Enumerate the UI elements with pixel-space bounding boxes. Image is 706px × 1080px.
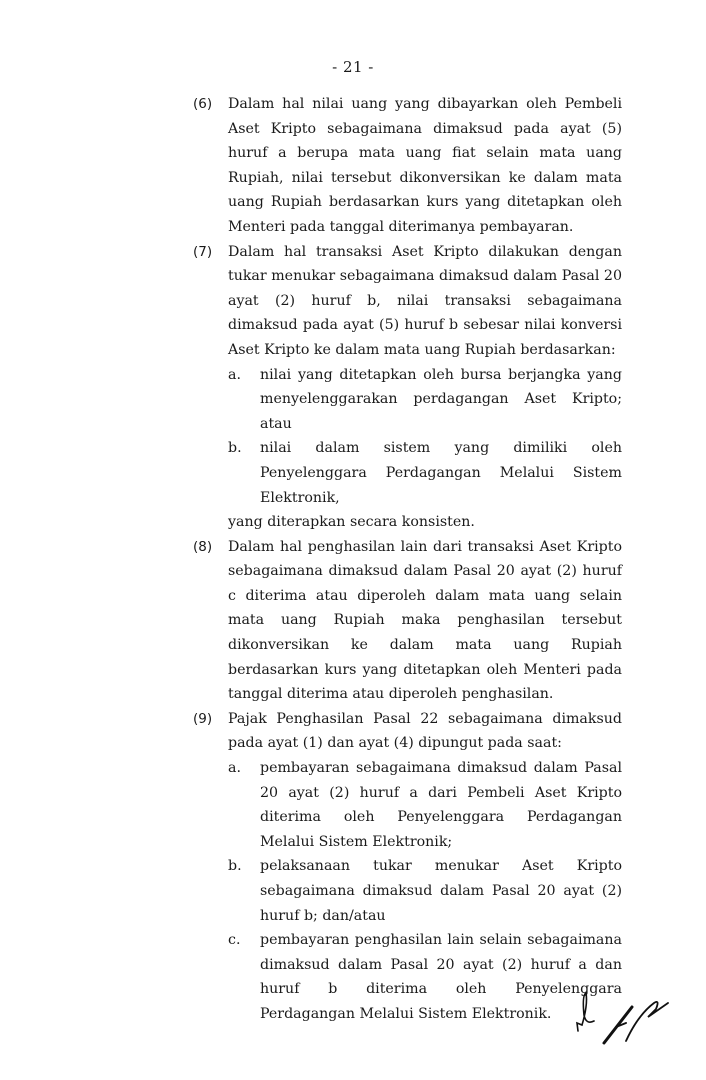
paragraph-7 xyxy=(193,240,622,535)
item-letter: b. xyxy=(228,858,242,875)
item-letter: b. xyxy=(228,440,242,457)
list-item xyxy=(228,436,622,510)
list-item xyxy=(228,854,622,928)
item-text: pembayaran sebagaimana dimaksud dalam Pasal 20 ayat (2) huruf a dari Pembeli Aset Kripto diterima oleh Penyelenggara Perdagangan Melalui Sistem Elektronik; xyxy=(260,760,622,850)
paragraph-tail: yang diterapkan secara konsisten. xyxy=(228,514,475,531)
document-body xyxy=(193,92,622,1027)
item-letter: a. xyxy=(228,760,241,777)
paragraph-text: Dalam hal penghasilan lain dari transaksi Aset Kripto sebagaimana dimaksud dalam Pasal 20 ayat (2) huruf c diterima atau diperoleh dalam mata uang selain mata uang Rupiah maka penghasilan tersebut dikonversikan ke dalam mata uang Rupiah berdasarkan kurs yang ditetapkan oleh Menteri pada tanggal diterima atau diperoleh penghasilan. xyxy=(228,538,622,703)
item-text: nilai yang ditetapkan oleh bursa berjangka yang menyelenggarakan perdagangan Aset Kripto; atau xyxy=(260,366,622,432)
page-number: - 21 - xyxy=(332,58,374,76)
paragraph-9 xyxy=(193,707,622,1027)
paragraph-text: Dalam hal transaksi Aset Kripto dilakukan dengan tukar menukar sebagaimana dimaksud dalam Pasal 20 ayat (2) huruf b, nilai transaksi sebagaimana dimaksud pada ayat (5) huruf b sebesar nilai konversi Aset Kripto ke dalam mata uang Rupiah berdasarkan: xyxy=(228,243,622,358)
item-text: pembayaran penghasilan lain selain sebagaimana dimaksud dalam Pasal 20 ayat (2) huruf a dan huruf b diterima oleh Penyelenggara Perdagangan Melalui Sistem Elektronik. xyxy=(260,932,622,1022)
item-letter: c. xyxy=(228,932,241,949)
paragraph-number: (7) xyxy=(193,243,213,260)
item-text: nilai dalam sistem yang dimiliki oleh Penyelenggara Perdagangan Melalui Sistem Elektronik, xyxy=(260,440,622,506)
paragraph-number: (9) xyxy=(193,710,213,727)
item-letter: a. xyxy=(228,366,241,383)
signature-initials xyxy=(560,985,690,1045)
paragraph-number: (8) xyxy=(193,538,213,555)
list-item xyxy=(228,756,622,854)
paragraph-text: Dalam hal nilai uang yang dibayarkan oleh Pembeli Aset Kripto sebagaimana dimaksud pada ayat (5) huruf a berupa mata uang fiat selain mata uang Rupiah, nilai tersebut dikonversikan ke dalam mata uang Rupiah berdasarkan kurs yang ditetapkan oleh Menteri pada tanggal diterimanya pembayaran. xyxy=(228,96,622,235)
paragraph-text: Pajak Penghasilan Pasal 22 sebagaimana dimaksud pada ayat (1) dan ayat (4) dipungut pada saat: xyxy=(228,710,622,752)
paragraph-number: (6) xyxy=(193,96,213,112)
item-text: pelaksanaan tukar menukar Aset Kripto sebagaimana dimaksud dalam Pasal 20 ayat (2) huruf b; dan/atau xyxy=(260,858,622,924)
list-item xyxy=(228,363,622,437)
paragraph-8 xyxy=(193,535,622,707)
paragraph-6 xyxy=(193,92,622,240)
